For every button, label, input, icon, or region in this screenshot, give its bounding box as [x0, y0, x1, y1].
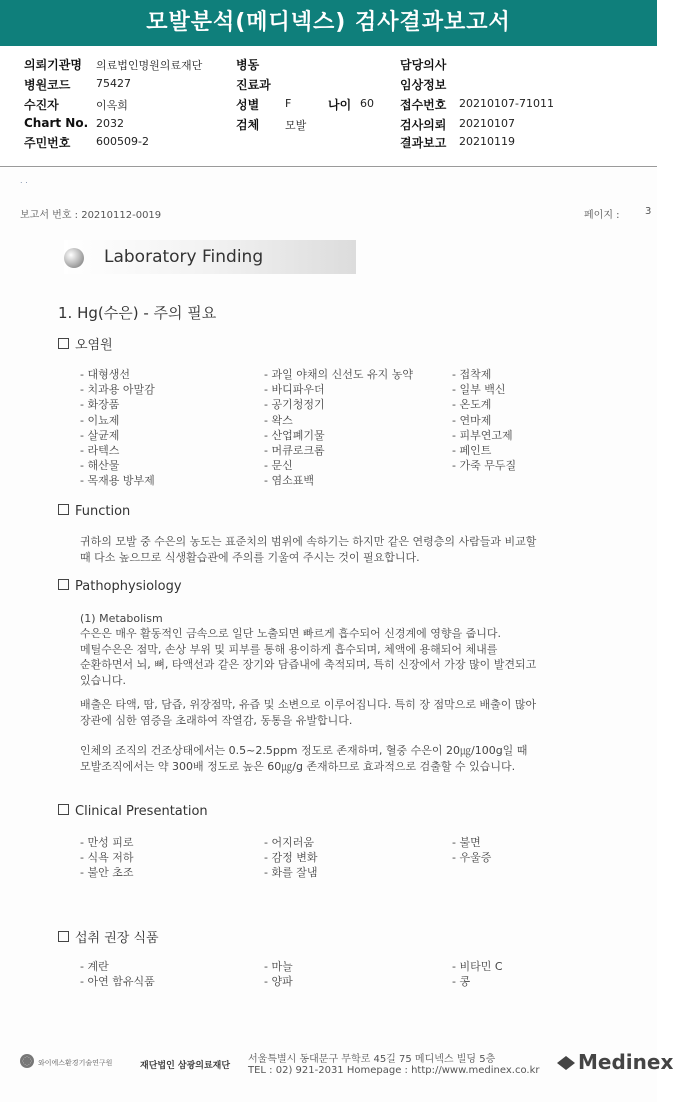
list-item: - 불안 초조 [80, 866, 134, 880]
list-item: - 비타민 C [452, 960, 503, 973]
institute-logo-text: 와이에스환경기술연구원 [38, 1059, 113, 1067]
report-date-label: 결과보고 [400, 136, 447, 150]
institution-label: 의뢰기관명 [24, 58, 82, 72]
function-heading [58, 504, 130, 519]
page-number: 3 [645, 206, 652, 217]
chart-no-label: Chart No. [24, 116, 89, 130]
hospital-code-value: 75427 [96, 77, 131, 90]
list-item: - 어지러움 [264, 836, 314, 849]
list-item: - 만성 피로 [80, 836, 134, 849]
patho-line: 있습니다. [80, 673, 127, 687]
sphere-icon [64, 248, 84, 268]
list-item: - 해산물 [80, 459, 120, 473]
institute-logo-icon [20, 1054, 34, 1068]
section-title: 1. Hg(수은) - 주의 필요 [58, 304, 217, 322]
list-item: - 우울증 [452, 851, 492, 865]
foundation-logo-text: 재단법인 삼광의료재단 [140, 1061, 231, 1071]
patho-line: 장관에 심한 염증을 초래하여 작열감, 동통을 유발합니다. [80, 713, 353, 727]
clinical-info-label: 임상정보 [400, 78, 447, 92]
medinex-brand: Medinex [578, 1050, 673, 1074]
list-item: - 연마제 [452, 413, 492, 427]
footer-address: 서울특별시 동대문구 무학로 45길 75 메디넥스 빌딩 5층 [248, 1054, 496, 1065]
list-item: - 라텍스 [80, 444, 120, 457]
list-item: - 온도계 [452, 398, 492, 412]
list-item: - 접착제 [452, 368, 492, 381]
page-label: 페이지 : [584, 210, 620, 221]
list-item: - 염소표백 [264, 474, 314, 488]
sex-value: F [285, 97, 292, 110]
patho-line: 메틸수은은 점막, 손상 부위 및 피부를 통해 용이하게 흡수되며, 체액에 용해되어 체내를 [80, 642, 498, 656]
checkbox-icon [58, 338, 69, 349]
sex-label: 성별 [236, 98, 260, 112]
checkbox-icon [58, 504, 69, 515]
request-label: 검사의뢰 [400, 118, 447, 132]
doctor-label: 담당의사 [400, 58, 447, 72]
footer-contact: TEL : 02) 921-2031 Homepage : http://www.medinex.co.kr [248, 1065, 540, 1076]
foods-heading [58, 927, 159, 946]
list-item: - 문신 [264, 459, 293, 473]
list-item: - 화장품 [80, 398, 120, 412]
receipt-value: 20210107-71011 [459, 97, 554, 110]
age-label: 나이 [328, 98, 352, 112]
ward-label: 병동 [236, 58, 260, 72]
checkbox-icon [58, 931, 69, 942]
function-line-1: 귀하의 모발 중 수은의 농도는 표준치의 범위에 속하기는 하지만 같은 연령층의 사람들과 비교할 [80, 535, 537, 548]
report-page [0, 168, 657, 1102]
report-title: 모발분석(메디넥스) 검사결과보고서 [0, 0, 657, 46]
list-item: - 바디파우더 [264, 383, 325, 397]
institution-value: 의료법인명원의료재단 [96, 59, 203, 72]
receipt-label: 접수번호 [400, 98, 447, 112]
function-heading-text: Function [75, 504, 131, 519]
foods-heading-text: 섭취 권장 식품 [75, 931, 159, 946]
patho-line: 인체의 조직의 건조상태에서는 0.5~2.5ppm 정도로 존재하며, 혈중 수은이 20㎍/100g일 때 [80, 744, 528, 757]
list-item: - 계란 [80, 960, 109, 973]
list-item: - 산업폐기물 [264, 428, 325, 442]
list-item: - 식욕 저하 [80, 851, 134, 865]
patho-line: 모발조직에서는 약 300배 정도로 높은 60㎍/g 존재하므로 효과적으로 검출할 수 있습니다. [80, 759, 516, 773]
patho-heading-text: Pathophysiology [75, 579, 182, 594]
list-item: - 불면 [452, 836, 481, 849]
list-item: - 콩 [452, 975, 471, 989]
report-date-value: 20210119 [459, 135, 515, 148]
list-item: - 공기청정기 [264, 398, 325, 412]
list-item: - 목재용 방부제 [80, 474, 155, 488]
pollution-heading-text: 오염원 [75, 338, 113, 353]
list-item: - 화를 잘냄 [264, 866, 318, 880]
patho-line: 순환하면서 뇌, 뼈, 타액선과 같은 장기와 담즙내에 축적되며, 특히 신장에서 가장 많이 발견되고 [80, 658, 537, 671]
list-item: - 양파 [264, 975, 293, 989]
list-item: - 대형생선 [80, 368, 130, 381]
specimen-label: 검체 [236, 118, 260, 132]
patho-line: 수은은 매우 활동적인 금속으로 일단 노출되면 빠르게 흡수되어 신경계에 영향을 줍니다. [80, 627, 501, 640]
checkbox-icon [58, 804, 69, 815]
function-line-2: 때 다소 높으므로 식생활습관에 주의를 기울여 주시는 것이 필요합니다. [80, 551, 420, 564]
list-item: - 감정 변화 [264, 851, 318, 865]
hospital-code-label: 병원코드 [24, 78, 71, 92]
list-item: - 페인트 [452, 444, 492, 457]
list-item: - 마늘 [264, 960, 293, 973]
list-item: - 아연 함유식품 [80, 975, 155, 989]
list-item: - 과일 야채의 신선도 유지 농약 [264, 368, 413, 381]
scan-dots: . . [20, 176, 28, 185]
patient-value: 이옥희 [96, 99, 128, 112]
list-item: - 피부연고제 [452, 428, 513, 442]
patho-heading [58, 579, 182, 594]
chart-no-value: 2032 [96, 117, 124, 130]
patho-line: 배출은 타액, 땀, 담즙, 위장점막, 유즙 및 소변으로 이루어집니다. 특히 장 점막으로 배출이 많아 [80, 698, 537, 711]
list-item: - 일부 백신 [452, 383, 506, 397]
dept-label: 진료과 [236, 78, 271, 92]
report-number: 보고서 번호 : 20210112-0019 [20, 210, 162, 221]
checkbox-icon [58, 579, 69, 590]
lab-finding-title: Laboratory Finding [104, 247, 264, 267]
list-item: - 이뇨제 [80, 413, 120, 427]
request-value: 20210107 [459, 117, 515, 130]
clinical-heading-text: Clinical Presentation [75, 804, 208, 819]
list-item: - 치과용 아말감 [80, 383, 155, 397]
specimen-value: 모발 [285, 119, 307, 132]
resident-no-value: 600509-2 [96, 135, 149, 148]
list-item: - 살균제 [80, 428, 120, 442]
list-item: - 왁스 [264, 413, 293, 427]
list-item: - 머큐로크롬 [264, 444, 325, 457]
patho-sub-heading: (1) Metabolism [80, 612, 163, 625]
clinical-heading [58, 804, 208, 819]
resident-no-label: 주민번호 [24, 136, 71, 150]
patient-label: 수진자 [24, 98, 59, 112]
list-item: - 가죽 무두질 [452, 459, 517, 473]
pollution-heading [58, 334, 113, 353]
patient-info-panel [0, 46, 657, 167]
age-value: 60 [360, 97, 374, 110]
